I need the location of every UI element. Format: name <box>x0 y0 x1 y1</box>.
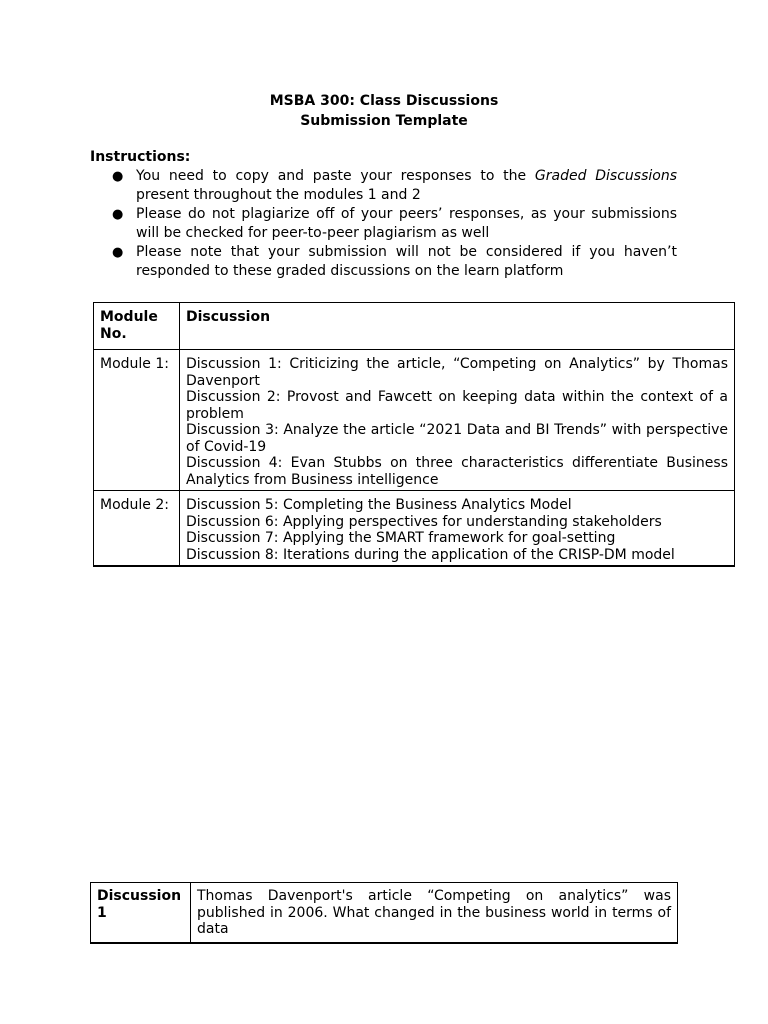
instruction-item-2 <box>112 205 677 243</box>
title-line-2: Submission Template <box>300 113 468 129</box>
instructions-heading: Instructions: <box>90 149 191 165</box>
modules-table <box>93 302 735 567</box>
discussion-item: Discussion 8: Iterations during the application of the CRISP-DM model <box>186 546 675 563</box>
table-row <box>94 350 735 491</box>
instructions-list <box>112 167 677 281</box>
discussion-label: Discussion 1 <box>91 883 191 943</box>
discussions-cell <box>180 350 735 491</box>
discussion-text: Thomas Davenport's article “Competing on analytics” was published in 2006. What changed in the business world in terms of data <box>191 883 678 943</box>
discussion-item: Discussion 3: Analyze the article “2021 Data and BI Trends” with perspective of Covid-19 <box>186 422 728 455</box>
instruction-text: Please do not plagiarize off of your peers’ responses, as your submissions will be checked for peer-to-peer plagiarism as well <box>136 206 677 241</box>
table-header-row <box>94 303 735 350</box>
table-row <box>94 491 735 567</box>
discussion-item: Discussion 1: Criticizing the article, “Competing on Analytics” by Thomas Davenport <box>186 356 728 389</box>
title-line-1: MSBA 300: Class Discussions <box>269 93 499 109</box>
instruction-item-1 <box>112 167 677 205</box>
module-cell: Module 2: <box>94 491 180 567</box>
discussion-item: Discussion 2: Provost and Fawcett on keeping data within the context of a problem <box>186 389 728 422</box>
bullet-icon: ● <box>112 207 124 222</box>
discussion-item: Discussion 6: Applying perspectives for understanding stakeholders <box>186 513 662 530</box>
bullet-icon: ● <box>112 245 124 260</box>
instruction-item-3 <box>112 243 677 281</box>
instruction-text: Please note that your submission will not be considered if you haven’t responded to these graded discussions on the learn platform <box>136 244 677 279</box>
discussion-item: Discussion 4: Evan Stubbs on three characteristics differentiate Business Analytics from Business intelligence <box>186 455 728 488</box>
instruction-text: present throughout the modules 1 and 2 <box>136 187 421 203</box>
discussion-item: Discussion 7: Applying the SMART framework for goal-setting <box>186 530 616 546</box>
discussions-cell <box>180 491 735 567</box>
header-module-no: Module No. <box>94 303 180 350</box>
instruction-emphasis: Graded Discussions <box>534 168 678 184</box>
discussion-1-table <box>90 882 678 944</box>
document-title <box>0 91 768 131</box>
discussion-item: Discussion 5: Completing the Business Analytics Model <box>186 497 572 513</box>
bullet-icon: ● <box>112 169 124 184</box>
instruction-text: You need to copy and paste your responses to the <box>136 168 535 184</box>
table-row <box>91 883 678 943</box>
module-cell: Module 1: <box>94 350 180 491</box>
header-discussion: Discussion <box>180 303 735 350</box>
